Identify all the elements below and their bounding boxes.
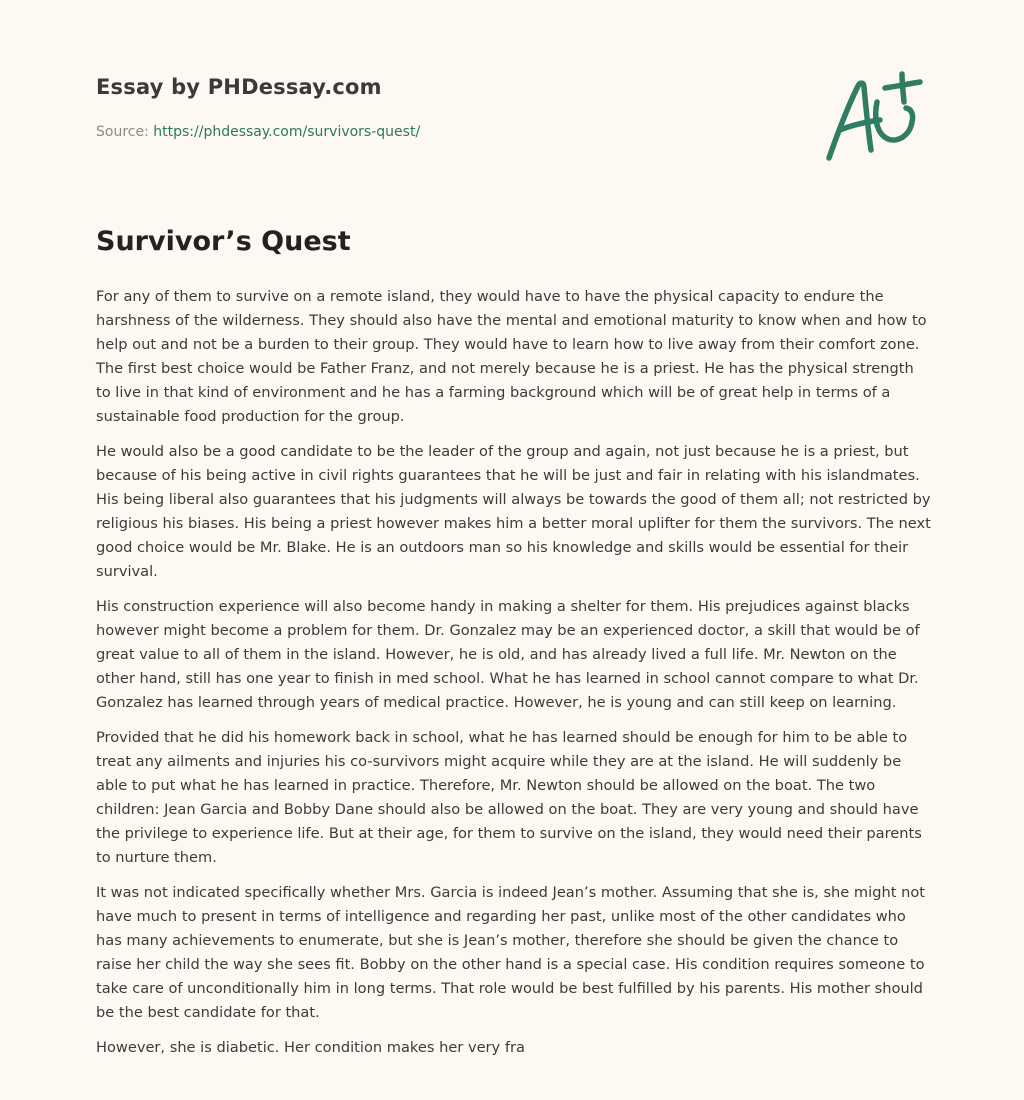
essay-paragraph: Provided that he did his homework back in school, what he has learned should be enough for him to be able to treat any ailments and injuries his co-survivors might acquire while they are at the island. He will suddenly be able to put what he has learned in practice. Therefore, Mr. Newton should be allowed on the boat. The two children: Jean Garcia and Bobby Dane should also be allowed on the boat. They are very young and should have the privilege to experience life. But at their age, for them to survive on the island, they would need their parents to nurture them. (96, 729, 922, 866)
site-brand: Essay by PHDessay.com (96, 75, 382, 99)
source-link[interactable]: https://phdessay.com/survivors-quest/ (153, 124, 421, 140)
source-label: Source: (96, 124, 149, 140)
essay-paragraph: For any of them to survive on a remote island, they would have to have the physical capacity to endure the harshness of the wilderness. They should also have the mental and emotional maturity to know when and how to help out and not be a burden to their group. They would have to learn how to live away from their comfort zone. The first best choice would be Father Franz, and not merely because he is a priest. He has the physical strength to live in that kind of environment and he has a farming background which will be of great help in terms of a sustainable food production for the group. (96, 288, 927, 425)
essay-paragraph: He would also be a good candidate to be the leader of the group and again, not just because he is a priest, but because of his being active in civil rights guarantees that he will be just and fair in relating with his islandmates. His being liberal also guarantees that his judgments will always be towards the good of them all; not restricted by religious his biases. His being a priest however makes him a better moral uplifter for them the survivors. The next good choice would be Mr. Blake. He is an outdoors man so his knowledge and skills would be essential for their survival. (96, 443, 931, 580)
essay-paragraph: However, she is diabetic. Her condition makes her very fra (96, 1039, 525, 1056)
a-plus-grade-icon (820, 68, 930, 168)
source-line (96, 124, 420, 140)
essay-paragraph: It was not indicated specifically whether Mrs. Garcia is indeed Jean’s mother. Assuming that she is, she might not have much to present in terms of intelligence and regarding her past, unlike most of the other candidates who has many achievements to enumerate, but she is Jean’s mother, therefore she should be given the chance to raise her child the way she sees fit. Bobby on the other hand is a special case. His condition requires someone to take care of unconditionally him in long terms. That role would be best fulfilled by his parents. His mother should be the best candidate for that. (96, 884, 925, 1021)
essay-title: Survivor’s Quest (96, 226, 351, 257)
essay-body (96, 285, 932, 1071)
essay-paragraph: His construction experience will also become handy in making a shelter for them. His prejudices against blacks however might become a problem for them. Dr. Gonzalez may be an experienced doctor, a skill that would be of great value to all of them in the island. However, he is old, and has already lived a full life. Mr. Newton on the other hand, still has one year to finish in med school. What he has learned in school cannot compare to what Dr. Gonzalez has learned through years of medical practice. However, he is young and can still keep on learning. (96, 598, 920, 711)
